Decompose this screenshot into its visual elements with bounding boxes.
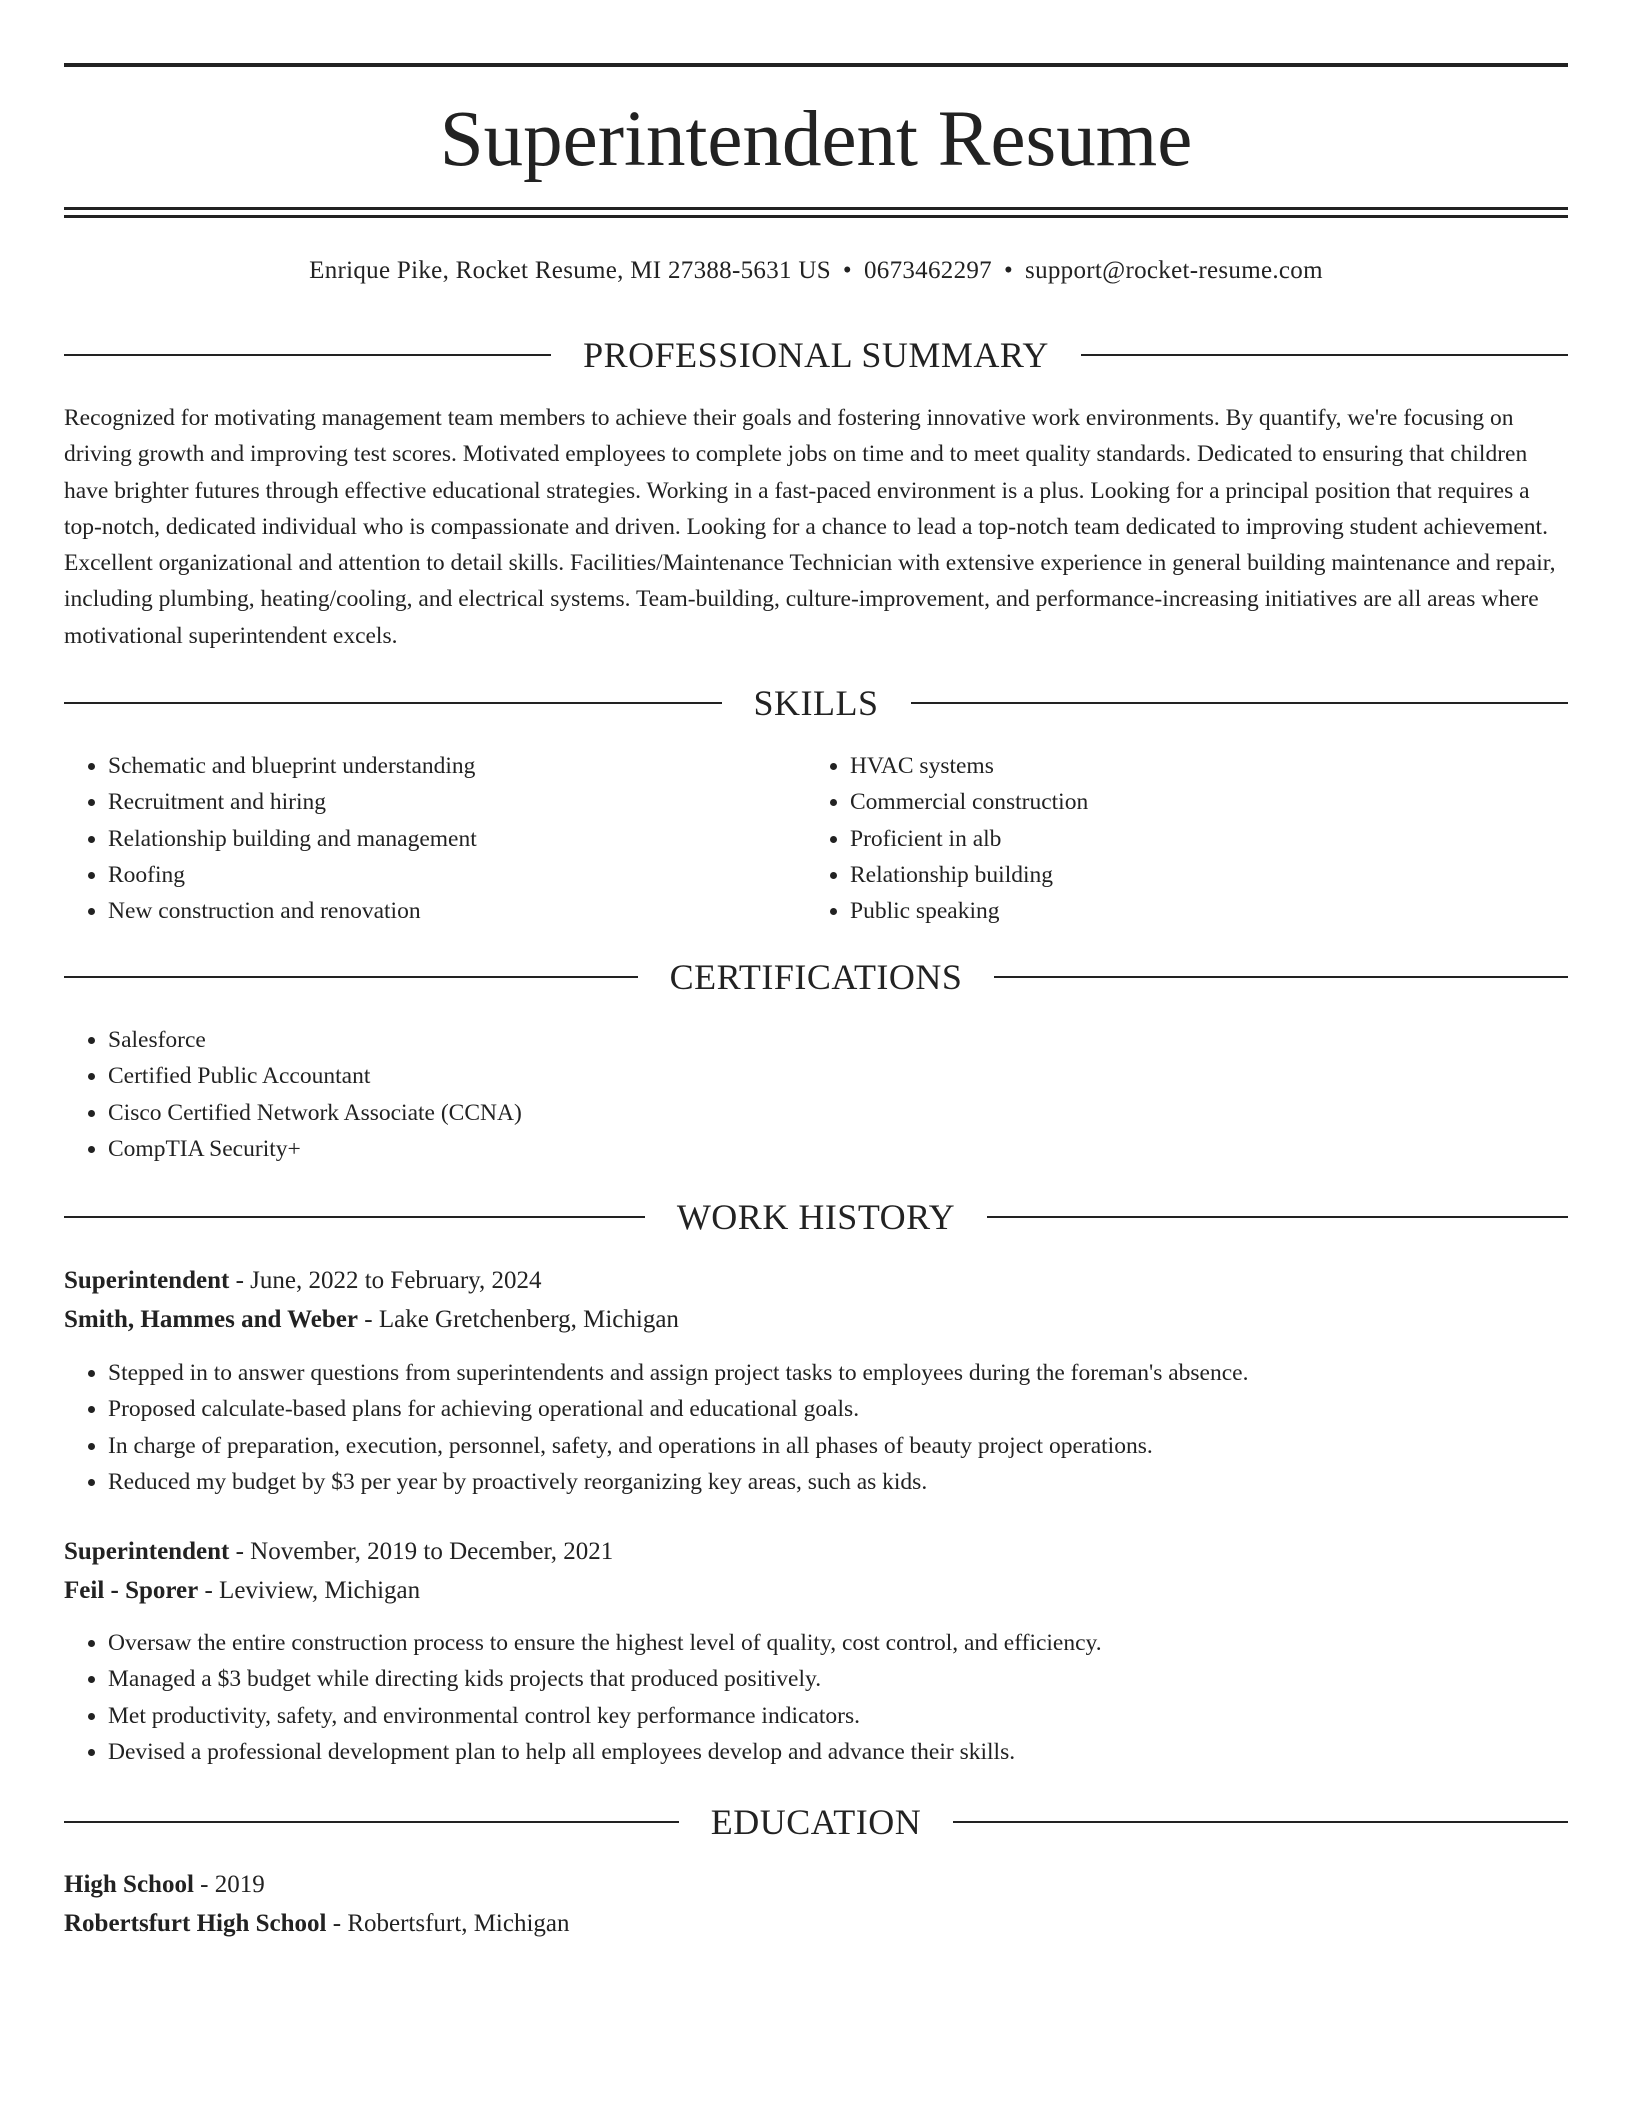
- summary-text: Recognized for motivating management team members to achieve their goals and fostering innovative work environments. By quantify, we're focusing on driving growth and improving test scores. Motivated employees to complete jobs on time and to meet quality standards. Dedicated to ensuring that children have brighter futures through effective educational strategies. Working in a fast-paced environment is a plus. Looking for a principal position that requires a top-notch, dedicated individual who is compassionate and driven. Looking for a chance to lead a top-notch team dedicated to improving student achievement. Excellent organizational and attention to detail skills. Facilities/Maintenance Technician with extensive experience in general building maintenance and repair, including plumbing, heating/cooling, and electrical systems. Team-building, culture-improvement, and performance-increasing initiatives are all areas where motivational superintendent excels.: [64, 405, 1556, 649]
- contact-separator: •: [842, 257, 852, 284]
- job-title: Superintendent: [64, 1267, 230, 1294]
- section-certifications-heading: [64, 955, 1568, 999]
- section-summary-heading: [64, 333, 1568, 377]
- section-title: CERTIFICATIONS: [669, 957, 963, 997]
- heading-rule: [64, 702, 722, 704]
- heading-rule: [64, 1216, 645, 1218]
- heading-rule: [987, 1216, 1568, 1218]
- job-bullet: • Devised a professional development plan to help all employees develop and advance their skills.: [108, 1734, 1558, 1770]
- job-bullet: • Managed a $3 budget while directing kids projects that produced positively.: [108, 1661, 1558, 1697]
- certifications-list: [64, 1022, 1508, 1167]
- job-dates: - June, 2022 to February, 2024: [235, 1267, 542, 1294]
- skills-list-left: [64, 748, 808, 929]
- section-title: SKILLS: [753, 683, 879, 723]
- job-bullets: [64, 1355, 1558, 1500]
- job-location: - Lake Gretchenberg, Michigan: [364, 1306, 679, 1333]
- heading-rule: [64, 354, 551, 356]
- job-bullets: [64, 1625, 1558, 1770]
- job-dates: - November, 2019 to December, 2021: [235, 1538, 614, 1565]
- section-work-heading: [64, 1195, 1568, 1239]
- job-company-line: [64, 1301, 1568, 1339]
- section-education-heading: [64, 1800, 1568, 1844]
- contact-separator: •: [1003, 257, 1014, 284]
- job-bullet: • Reduced my budget by $3 per year by proactively reorganizing key areas, such as kids.: [108, 1464, 1558, 1500]
- skill-item: • Roofing: [108, 857, 808, 893]
- job-bullet: • Oversaw the entire construction process to ensure the highest level of quality, cost control, and efficiency.: [108, 1625, 1558, 1661]
- job-bullet: • Proposed calculate-based plans for achieving operational and educational goals.: [108, 1391, 1558, 1427]
- education-degree-line: [64, 1866, 1568, 1904]
- skill-item: • Proficient in alb: [850, 821, 1550, 857]
- education-degree: High School: [64, 1871, 194, 1898]
- job-title-line: [64, 1262, 1568, 1300]
- job-company: Smith, Hammes and Weber: [64, 1306, 358, 1333]
- education-year: - 2019: [200, 1871, 265, 1898]
- job-company-line: [64, 1572, 1568, 1610]
- job-bullet: • In charge of preparation, execution, personnel, safety, and operations in all phases of beauty project operations.: [108, 1428, 1558, 1464]
- skill-item: • Relationship building and management: [108, 821, 808, 857]
- contact-phone: 0673462297: [863, 257, 992, 284]
- title-double-rule: [64, 207, 1568, 218]
- section-title: PROFESSIONAL SUMMARY: [583, 335, 1049, 375]
- contact-address: Enrique Pike, Rocket Resume, MI 27388-5631 US: [309, 257, 831, 284]
- job-bullet: • Met productivity, safety, and environmental control key performance indicators.: [108, 1698, 1558, 1734]
- job-title-line: [64, 1533, 1568, 1571]
- section-title: WORK HISTORY: [676, 1197, 956, 1237]
- education-school-line: [64, 1905, 1568, 1943]
- skill-item: • New construction and renovation: [108, 893, 808, 929]
- job-company: Feil - Sporer: [64, 1577, 199, 1604]
- section-title: EDUCATION: [710, 1802, 922, 1842]
- skill-item: • HVAC systems: [850, 748, 1550, 784]
- skills-list-right: [806, 748, 1550, 929]
- certification-item: • Certified Public Accountant: [108, 1058, 1508, 1094]
- top-rule: [64, 63, 1568, 67]
- certification-item: • CompTIA Security+: [108, 1131, 1508, 1167]
- heading-rule: [64, 976, 638, 978]
- contact-line: [64, 254, 1568, 288]
- certification-item: • Cisco Certified Network Associate (CCNA): [108, 1095, 1508, 1131]
- section-skills-heading: [64, 681, 1568, 725]
- skill-item: • Recruitment and hiring: [108, 784, 808, 820]
- heading-rule: [1081, 354, 1568, 356]
- skill-item: • Schematic and blueprint understanding: [108, 748, 808, 784]
- education-school: Robertsfurt High School: [64, 1910, 327, 1937]
- heading-rule: [911, 702, 1569, 704]
- job-bullet: • Stepped in to answer questions from superintendents and assign project tasks to employees during the foreman's absence.: [108, 1355, 1558, 1391]
- skill-item: • Commercial construction: [850, 784, 1550, 820]
- education-location: - Robertsfurt, Michigan: [332, 1910, 570, 1937]
- certification-item: • Salesforce: [108, 1022, 1508, 1058]
- heading-rule: [994, 976, 1568, 978]
- job-location: - Leviview, Michigan: [204, 1577, 421, 1604]
- page-title: Superintendent Resume: [439, 96, 1193, 183]
- heading-rule: [64, 1821, 679, 1823]
- job-title: Superintendent: [64, 1538, 230, 1565]
- heading-rule: [953, 1821, 1568, 1823]
- skill-item: • Public speaking: [850, 893, 1550, 929]
- contact-email: support@rocket-resume.com: [1025, 257, 1323, 284]
- skill-item: • Relationship building: [850, 857, 1550, 893]
